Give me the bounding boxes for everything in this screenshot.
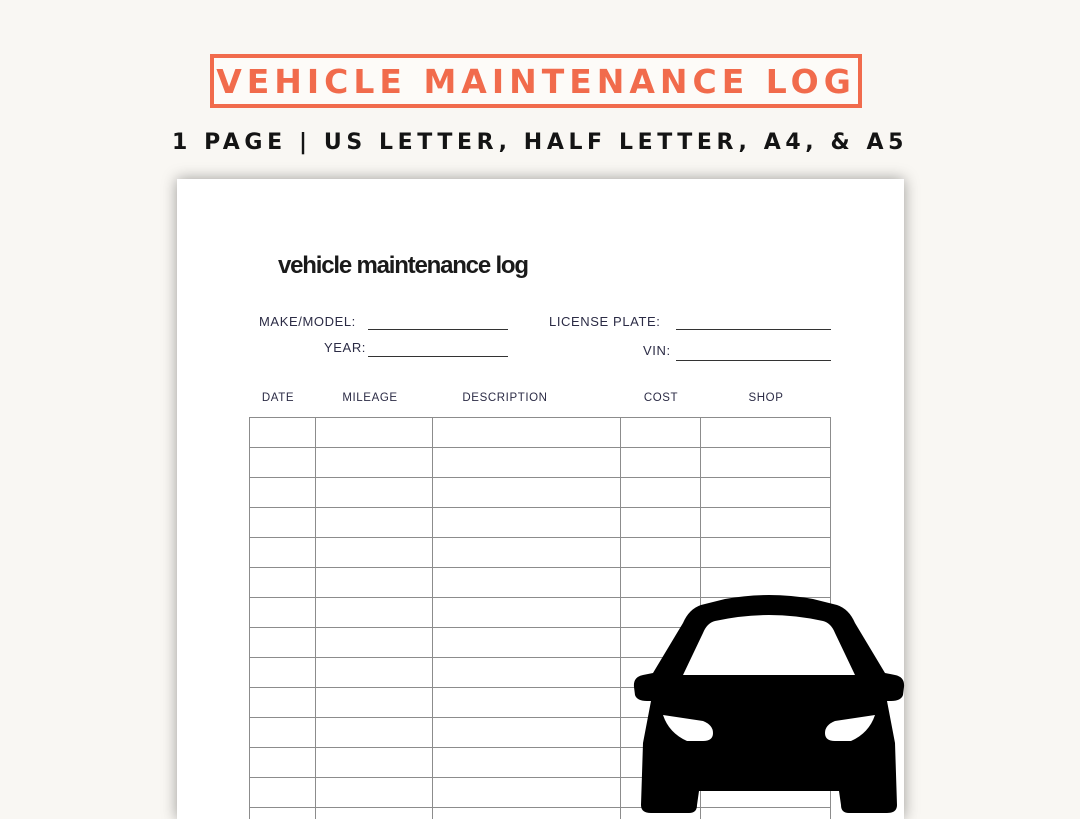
- vin-label: VIN:: [643, 343, 671, 358]
- banner-title: VEHICLE MAINTENANCE LOG: [216, 61, 856, 101]
- column-header-shop: SHOP: [748, 392, 784, 404]
- column-header-mileage: MILEAGE: [342, 392, 398, 404]
- car-front-icon: [633, 593, 905, 813]
- sheet-title: vehicle maintenance log: [278, 252, 528, 279]
- grid-row-line: [249, 447, 831, 448]
- grid-column-line: [432, 417, 433, 819]
- grid-row-line: [249, 477, 831, 478]
- license-plate-label: LICENSE PLATE:: [549, 314, 661, 329]
- column-header-cost: COST: [643, 392, 679, 404]
- grid-row-line: [249, 507, 831, 508]
- grid-row-line: [249, 417, 831, 418]
- grid-column-line: [249, 417, 250, 819]
- column-header-description: DESCRIPTION: [462, 392, 548, 404]
- grid-row-line: [249, 567, 831, 568]
- title-banner: [210, 54, 862, 108]
- license-plate-line: [676, 329, 831, 330]
- make-model-line: [368, 329, 508, 330]
- make-model-label: MAKE/MODEL:: [259, 314, 356, 329]
- grid-column-line: [620, 417, 621, 819]
- column-header-date: DATE: [261, 392, 295, 404]
- vin-line: [676, 360, 831, 361]
- year-line: [368, 356, 508, 357]
- grid-row-line: [249, 537, 831, 538]
- year-label: YEAR:: [324, 340, 367, 355]
- format-subtitle: 1 PAGE | US LETTER, HALF LETTER, A4, & A5: [171, 130, 909, 155]
- grid-column-line: [315, 417, 316, 819]
